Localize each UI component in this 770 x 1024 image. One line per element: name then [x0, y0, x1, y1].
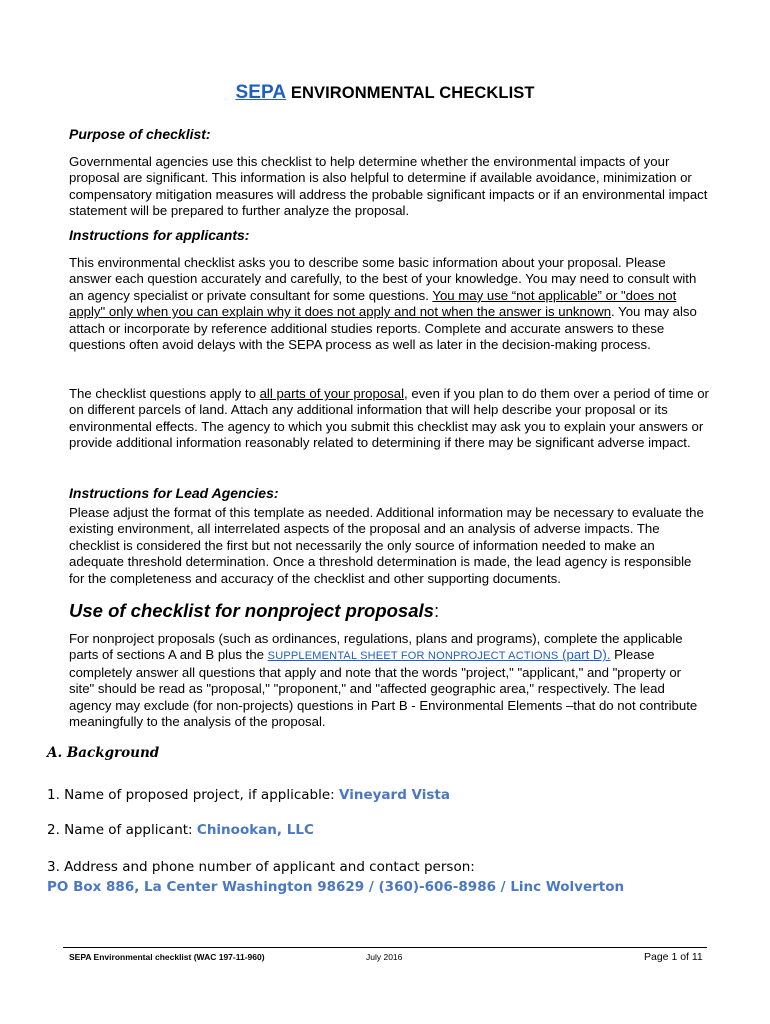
- question-1-answer[interactable]: Vineyard Vista: [339, 787, 450, 803]
- supplemental-sheet-link[interactable]: [268, 647, 611, 662]
- sepa-link[interactable]: SEPA: [235, 82, 287, 103]
- nonproject-body-b: Please completely answer all questions that apply and note that the words "project," "applicant," and "property or site" should be read as "proposal," "proponent," and "affected geographic area," respectively. The lead agency may exclude (for non-projects) questions in Part B - Environmental Elements –that do not contribute meaningfully to the analysis of the proposal.: [69, 647, 698, 730]
- footer-divider: [63, 947, 707, 948]
- lead-agencies-body: Please adjust the format of this template as needed. Additional information may be necessary to evaluate the existing environment, all interrelated aspects of the proposal and an analysis of adverse impacts. The checklist is considered the first but not necessarily the only source of information needed to make an adequate threshold determination. Once a threshold determination is made, the lead agency is responsible for the completeness and accuracy of the checklist and other supporting documents.: [69, 505, 704, 586]
- question-2-label: 2. Name of applicant:: [47, 822, 197, 838]
- nonproject-heading-colon: :: [433, 600, 440, 621]
- applicants-p2-underlined: all parts of your proposal: [259, 386, 404, 401]
- question-3-label: 3. Address and phone number of applicant and contact person:: [47, 859, 475, 875]
- purpose-heading: Purpose of checklist:: [69, 126, 211, 142]
- applicants-p2-text-a: The checklist questions apply to: [69, 386, 260, 401]
- nonproject-body: [69, 631, 709, 730]
- applicants-paragraph-2: [69, 386, 709, 452]
- question-2-answer[interactable]: Chinookan, LLC: [196, 822, 314, 838]
- page-title: [0, 82, 770, 104]
- applicants-paragraph-1: [69, 255, 709, 353]
- nonproject-body-a: For nonproject proposals (such as ordinances, regulations, plans and programs), complete the applicable parts of sections A and B plus the: [69, 631, 683, 663]
- lead-agencies-heading: Instructions for Lead Agencies:: [69, 485, 279, 501]
- applicants-heading: Instructions for applicants:: [69, 227, 250, 243]
- question-1: [47, 787, 450, 803]
- question-3-answer[interactable]: PO Box 886, La Center Washington 98629 / (360)-606-8986 / Linc Wolverton: [47, 879, 625, 895]
- nonproject-heading: [69, 600, 439, 622]
- title-text: ENVIRONMENTAL CHECKLIST: [286, 84, 535, 102]
- nonproject-heading-text: Use of checklist for nonproject proposals: [69, 600, 434, 621]
- footer-page-number: Page 1 of 11: [644, 951, 703, 963]
- footer-date: July 2016: [366, 952, 403, 962]
- purpose-body: Governmental agencies use this checklist to help determine whether the environmental impacts of your proposal are significant. This information is also helpful to determine if available avoidance, minimization or compensatory mitigation measures will address the probable significant impacts or if an environmental impact statement will be prepared to further analyze the proposal.: [69, 154, 708, 219]
- supplemental-sheet-link-caps: SUPPLEMENTAL SHEET FOR NONPROJECT ACTIONS: [267, 650, 559, 663]
- supplemental-sheet-link-tail: (part D).: [558, 647, 611, 663]
- footer-document-name: SEPA Environmental checklist (WAC 197-11-960): [69, 952, 265, 962]
- applicants-p1-text-b: . You may also attach or incorporate by reference additional studies reports. Complete and accurate answers to these questions often avoid delays with the SEPA process as well as later in the decision-making process.: [69, 304, 697, 353]
- background-heading: A. Background: [47, 745, 160, 761]
- applicants-p1-text-a: This environmental checklist asks you to describe some basic information about your proposal. Please answer each question accurately and carefully, to the best of your knowledge. You may need to consult with an agency specialist or private consultant for some questions.: [69, 255, 697, 303]
- applicants-p2-text-b: , even if you plan to do them over a period of time or on different parcels of land. Attach any additional information that will help describe your proposal or its environmental effects. The agency to which you submit this checklist may ask you to explain your answers or provide additional information reasonably related to determining if there may be significant adverse impact.: [69, 386, 709, 451]
- question-2: [47, 822, 314, 838]
- question-1-label: 1. Name of proposed project, if applicable:: [47, 787, 340, 803]
- applicants-p1-underlined: You may use “not applicable” or "does not apply" only when you can explain why it does not apply and not when the answer is unknown: [69, 287, 677, 320]
